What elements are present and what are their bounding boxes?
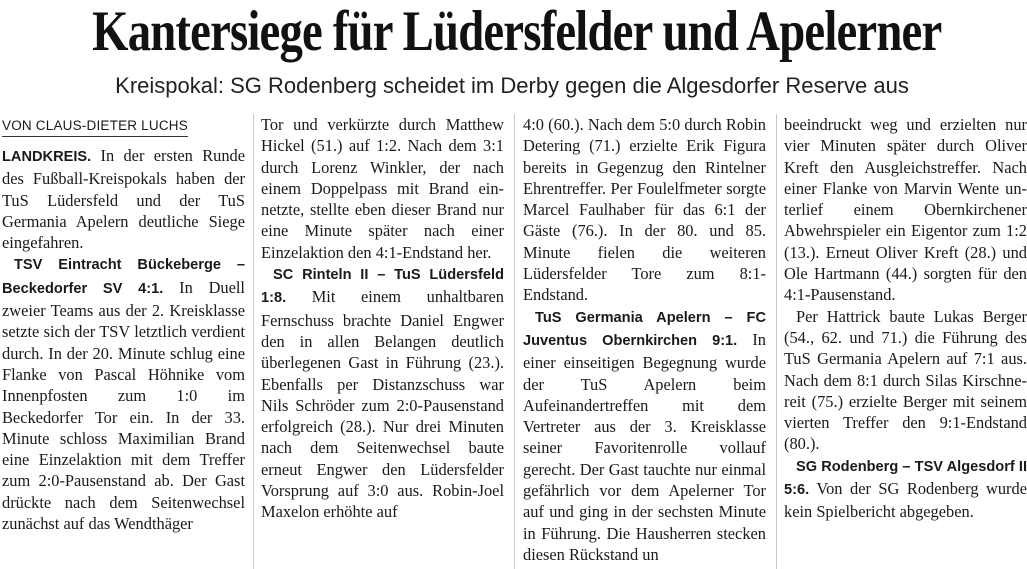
match-subheading: SG Rodenberg – TSV Algesdorf II 5:6. xyxy=(784,458,1027,499)
paragraph-text: beeindruckt weg und erzielten nur vier Minuten später durch Oliver Kreft den Ausgleichstreffer. Nach einer Flanke von Marvin Wente unterlief einem Obernkirchener Abwehrspieler ein Eigentor zum 1:2 (13.). Erneut Oliver Kreft (28.) und Ole Hartmann (44.) sorgten für den 4:1-Pausenstand. xyxy=(784,115,1027,305)
article-paragraph xyxy=(2,253,245,534)
article-column-3 xyxy=(523,114,766,569)
article-paragraph xyxy=(2,145,245,253)
subheadline: Kreispokal: SG Rodenberg scheidet im Derby gegen die Algesdorfer Reserve aus xyxy=(115,73,909,98)
paragraph-text: In Duell zweier Teams aus der 2. Kreisklasse setzte sich der TSV letztlich verdient durch. In der 20. Minute schlug eine Flanke von Pascal Höhnike vom Innenpfosten zum 1:0 im Beckedorfer Tor ein. In der 33. Minute schloss Maximilian Brand eine Einzelaktion mit dem Treffer zum 2:0-Pausenstand ab. Der Gast drückte nach dem Seitenwechsel zunächst auf das Wendthäger xyxy=(2,277,245,534)
paragraph-text: Tor und verkürzte durch Matthew Hickel (51.) auf 1:2. Nach dem 3:1 durch Lorenz Winkler, der nach einem Doppelpass mit Brand einnetzte, stellte eben dieser Brand nur eine Minute später nach einer Einzelaktion den 4:1-Endstand her. xyxy=(261,115,504,262)
article-column-1 xyxy=(2,114,245,569)
article-paragraph xyxy=(784,114,1027,306)
paragraph-text: 4:0 (60.). Nach dem 5:0 durch Robin Detering (71.) erzielte Erik Figura bereits in Gegenzug den Rintelner Ehrentreffer. Per Foulelfmeter sorgte Marcel Faulhaber für das 6:1 der Gäste (76.). In der 80. und 85. Minute fielen die weiteren Lüdersfelder Tore zum 8:1-Endstand. xyxy=(523,115,766,305)
article-paragraph xyxy=(261,114,504,263)
article-paragraph xyxy=(523,114,766,306)
paragraph-text: In einer einseitigen Begegnung wurde der TuS Apelern beim Aufeinandertreffen mit dem Vertreter aus der 3. Kreisklasse seiner Favoritenrolle vollauf gerecht. Der Gast tauchte nur einmal gefährlich vor dem Apelerner Tor auf und ging in der sechsten Minute in Führung. Die Hausherren stecken diesen Rückstand un xyxy=(523,329,766,564)
column-divider xyxy=(253,114,254,569)
paragraph-text: Von der SG Rodenberg wurde kein Spielbericht abgegeben. xyxy=(784,479,1027,522)
headline: Kantersiege für Lüdersfelder und Apelerner xyxy=(92,0,942,63)
article-paragraph xyxy=(784,306,1027,455)
article-paragraph xyxy=(523,306,766,566)
article-column-2 xyxy=(261,114,504,569)
byline: VON CLAUS-DIETER LUCHS xyxy=(2,117,188,137)
article-column-4 xyxy=(784,114,1027,569)
match-subheading: TSV Eintracht Bückeberge – Beckedorfer SV 4:1. xyxy=(2,257,245,297)
match-subheading: TuS Germania Apelern – FC Juventus Obernkirchen 9:1. xyxy=(523,309,766,349)
article-paragraph xyxy=(784,455,1027,523)
column-divider xyxy=(514,114,515,569)
match-subheading: SC Rinteln II – TuS Lüdersfeld 1:8. xyxy=(261,267,504,307)
dateline: LANDKREIS. xyxy=(2,149,92,165)
paragraph-text: Per Hattrick baute Lukas Berger (54., 62. und 71.) die Führung des TuS Germania Apelern auf 7:1 aus. Nach dem 8:1 durch Silas Kirschnereit (75.) erzielte Berger mit seinem vierten Treffer den 9:1-Endstand (80.). xyxy=(784,306,1027,454)
paragraph-text: Mit einem unhaltbaren Fernschuss brachte Daniel Engwer den in allen Belangen deutlich überlegenen Gast in Führung (23.). Ebenfalls per Distanzschuss war Nils Schröder zum 2:0-Pausenstand erfolgreich (28.). Nur drei Minuten nach dem Seitenwechsel baute erneut Engwer den Lüdersfelder Vorsprung auf 3:0 aus. Robin-Joel Maxelon erhöhte auf xyxy=(261,287,504,522)
article-paragraph xyxy=(261,263,504,523)
column-divider xyxy=(776,114,777,569)
paragraph-text: In der ersten Runde des Fußball-Kreispokals haben der TuS Lüdersfeld und der TuS Germania Apelern deutliche Siege eingefahren. xyxy=(2,146,245,253)
